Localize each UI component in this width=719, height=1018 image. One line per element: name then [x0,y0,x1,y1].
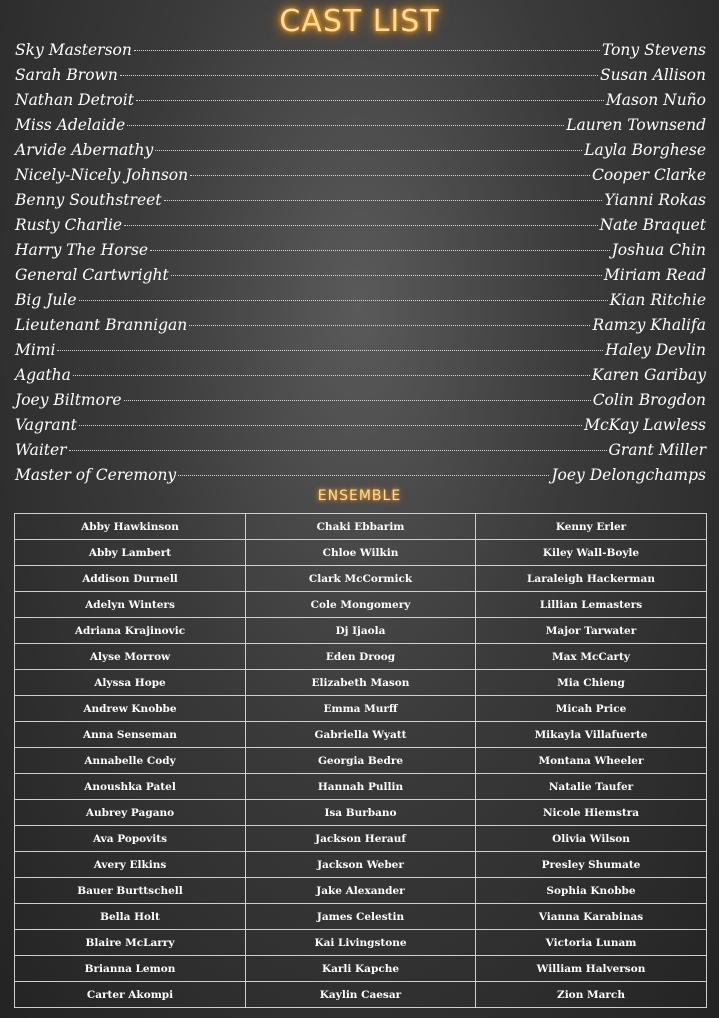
ensemble-member: Georgia Bedre [246,748,476,774]
dot-leader [136,100,604,101]
role-list [15,38,706,488]
table-row [15,852,707,878]
dot-leader [134,50,600,51]
dot-leader [155,150,582,151]
role-row [15,188,706,213]
role-row [15,463,706,488]
role-name: Master of Ceremony [15,466,177,484]
role-row [15,338,706,363]
role-name: Harry The Horse [15,241,149,259]
table-row [15,696,707,722]
actor-name: Tony Stevens [601,41,706,59]
role-row [15,88,706,113]
role-row [15,438,706,463]
actor-name: Joey Delongchamps [551,466,706,484]
ensemble-member: Major Tarwater [476,618,707,644]
ensemble-member: Kaylin Caesar [246,982,476,1008]
dot-leader [79,300,608,301]
role-name: Joey Biltmore [15,391,122,409]
dot-leader [124,400,591,401]
table-row [15,748,707,774]
role-name: Agatha [15,366,71,384]
ensemble-member: Nicole Hiemstra [476,800,707,826]
role-row [15,138,706,163]
ensemble-member: Mikayla Villafuerte [476,722,707,748]
ensemble-member: Abby Lambert [15,540,246,566]
role-row [15,38,706,63]
table-row [15,800,707,826]
actor-name: Karen Garibay [591,366,706,384]
ensemble-member: Elizabeth Mason [246,670,476,696]
actor-name: Yianni Rokas [604,191,706,209]
ensemble-member: Chloe Wilkin [246,540,476,566]
role-row [15,63,706,88]
ensemble-member: Zion March [476,982,707,1008]
table-row [15,670,707,696]
ensemble-member: Brianna Lemon [15,956,246,982]
ensemble-member: Mia Chieng [476,670,707,696]
dot-leader [127,125,564,126]
dot-leader [164,200,603,201]
role-name: Sarah Brown [15,66,118,84]
actor-name: Cooper Clarke [592,166,706,184]
ensemble-member: Olivia Wilson [476,826,707,852]
table-row [15,618,707,644]
table-row [15,774,707,800]
role-row [15,388,706,413]
role-name: Arvide Abernathy [15,141,154,159]
actor-name: Kian Ritchie [609,291,706,309]
ensemble-member: Max McCarty [476,644,707,670]
ensemble-member: Vianna Karabinas [476,904,707,930]
dot-leader [150,250,610,251]
role-row [15,113,706,138]
ensemble-member: Lillian Lemasters [476,592,707,618]
actor-name: Lauren Townsend [566,116,706,134]
ensemble-member: Sophia Knobbe [476,878,707,904]
role-row [15,213,706,238]
ensemble-member: Kenny Erler [476,514,707,540]
ensemble-member: Avery Elkins [15,852,246,878]
ensemble-member: Natalie Taufer [476,774,707,800]
actor-name: Grant Miller [608,441,706,459]
table-row [15,956,707,982]
role-name: Lieutenant Brannigan [15,316,188,334]
role-name: Sky Masterson [15,41,132,59]
ensemble-member: Kiley Wall-Boyle [476,540,707,566]
ensemble-member: Montana Wheeler [476,748,707,774]
ensemble-member: Annabelle Cody [15,748,246,774]
ensemble-table [14,513,707,1008]
ensemble-member: Jackson Herauf [246,826,476,852]
actor-name: Haley Devlin [605,341,706,359]
ensemble-member: Aubrey Pagano [15,800,246,826]
ensemble-member: Gabriella Wyatt [246,722,476,748]
ensemble-member: Andrew Knobbe [15,696,246,722]
table-row [15,878,707,904]
actor-name: Colin Brogdon [592,391,706,409]
table-row [15,982,707,1008]
ensemble-member: Victoria Lunam [476,930,707,956]
table-row [15,644,707,670]
table-row [15,592,707,618]
role-row [15,263,706,288]
role-row [15,288,706,313]
dot-leader [57,350,603,351]
role-name: Vagrant [15,416,77,434]
ensemble-member: Cole Mongomery [246,592,476,618]
dot-leader [190,175,590,176]
actor-name: Miriam Read [603,266,706,284]
table-row [15,930,707,956]
ensemble-heading: ENSEMBLE [317,488,402,504]
role-row [15,313,706,338]
ensemble-member: Blaire McLarry [15,930,246,956]
ensemble-member: Kai Livingstone [246,930,476,956]
ensemble-member: Adelyn Winters [15,592,246,618]
ensemble-member: Jackson Weber [246,852,476,878]
dot-leader [79,425,582,426]
role-row [15,238,706,263]
dot-leader [178,475,549,476]
ensemble-member: Presley Shumate [476,852,707,878]
dot-leader [73,375,590,376]
ensemble-member: Hannah Pullin [246,774,476,800]
table-row [15,514,707,540]
ensemble-member: William Halverson [476,956,707,982]
ensemble-member: Addison Durnell [15,566,246,592]
role-name: Nathan Detroit [15,91,134,109]
actor-name: Susan Allison [599,66,706,84]
table-row [15,566,707,592]
ensemble-member: Alyssa Hope [15,670,246,696]
table-row [15,540,707,566]
ensemble-member: Bauer Burttschell [15,878,246,904]
ensemble-member: Dj Ijaola [246,618,476,644]
role-name: Waiter [15,441,67,459]
actor-name: McKay Lawless [584,416,706,434]
ensemble-member: Jake Alexander [246,878,476,904]
ensemble-member: Anna Senseman [15,722,246,748]
role-name: Miss Adelaide [15,116,126,134]
ensemble-member: Abby Hawkinson [15,514,246,540]
page-title: CAST LIST [279,4,440,39]
ensemble-member: Isa Burbano [246,800,476,826]
table-row [15,826,707,852]
ensemble-member: Anoushka Patel [15,774,246,800]
role-name: Rusty Charlie [15,216,123,234]
dot-leader [189,325,590,326]
table-row [15,722,707,748]
actor-name: Layla Borghese [584,141,706,159]
role-name: Nicely-Nicely Johnson [15,166,189,184]
ensemble-member: Alyse Morrow [15,644,246,670]
ensemble-member: Adriana Krajinovic [15,618,246,644]
dot-leader [171,275,602,276]
ensemble-member: Bella Holt [15,904,246,930]
actor-name: Nate Braquet [599,216,706,234]
ensemble-member: Carter Akompi [15,982,246,1008]
role-row [15,413,706,438]
role-name: General Cartwright [15,266,169,284]
ensemble-member: Ava Popovits [15,826,246,852]
actor-name: Mason Nuño [605,91,706,109]
role-row [15,163,706,188]
role-name: Big Jule [15,291,77,309]
role-row [15,363,706,388]
ensemble-member: Chaki Ebbarim [246,514,476,540]
ensemble-member: Eden Droog [246,644,476,670]
ensemble-member: Emma Murff [246,696,476,722]
ensemble-member: Karli Kapche [246,956,476,982]
dot-leader [69,450,607,451]
dot-leader [124,225,597,226]
ensemble-member: Clark McCormick [246,566,476,592]
ensemble-member: James Celestin [246,904,476,930]
role-name: Mimi [15,341,56,359]
role-name: Benny Southstreet [15,191,162,209]
ensemble-member: Laraleigh Hackerman [476,566,707,592]
actor-name: Joshua Chin [611,241,706,259]
dot-leader [120,75,598,76]
table-row [15,904,707,930]
ensemble-member: Micah Price [476,696,707,722]
actor-name: Ramzy Khalifa [592,316,706,334]
